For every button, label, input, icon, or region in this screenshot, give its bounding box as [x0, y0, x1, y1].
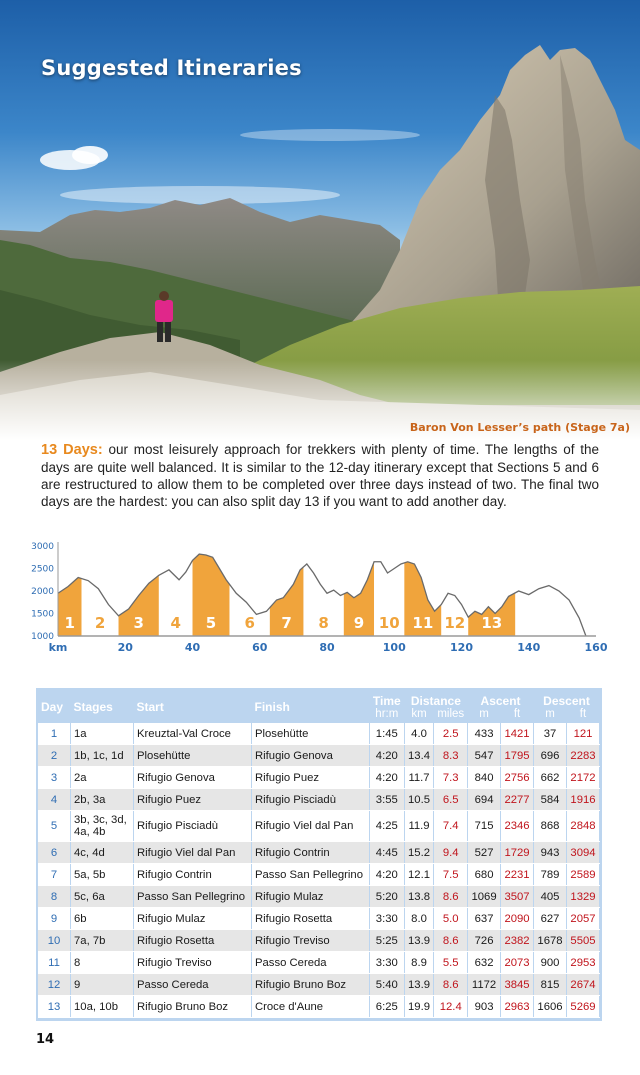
elevation-profile-chart — [0, 530, 640, 658]
descent-ft-cell: 2589 — [566, 864, 599, 886]
start-cell: Rifugio Genova — [134, 767, 252, 789]
descent-m-cell: 1678 — [534, 930, 567, 952]
time-cell: 4:25 — [369, 811, 404, 842]
y-tick-label: 1000 — [31, 632, 54, 642]
x-tick-label: 120 — [450, 641, 473, 654]
stages-cell: 2b, 3a — [71, 789, 134, 811]
col-day-header: Day — [38, 690, 71, 723]
time-cell: 5:25 — [369, 930, 404, 952]
finish-cell: Rifugio Contrin — [251, 842, 369, 864]
km-cell: 13.4 — [404, 745, 434, 767]
time-cell: 4:20 — [369, 745, 404, 767]
stage-label: 7 — [281, 614, 292, 632]
descent-m-cell: 37 — [534, 723, 567, 745]
stage-label: 4 — [170, 614, 181, 632]
stage-label: 6 — [244, 614, 255, 632]
stages-cell: 5a, 5b — [71, 864, 134, 886]
ascent-m-cell: 547 — [468, 745, 501, 767]
km-cell: 19.9 — [404, 996, 434, 1018]
x-tick-label: 140 — [517, 641, 541, 654]
time-cell: 1:45 — [369, 723, 404, 745]
ascent-ft-cell: 2073 — [501, 952, 534, 974]
descent-m-cell: 900 — [534, 952, 567, 974]
start-cell: Rifugio Bruno Boz — [134, 996, 252, 1018]
km-cell: 8.0 — [404, 908, 434, 930]
table-row — [38, 996, 600, 1018]
y-tick-label: 2000 — [31, 587, 54, 597]
miles-cell: 7.3 — [434, 767, 468, 789]
miles-cell: 8.6 — [434, 930, 468, 952]
miles-cell: 5.5 — [434, 952, 468, 974]
col-start-header: Start — [134, 690, 252, 723]
col-ascent-ft-unit: ft — [501, 708, 534, 723]
x-tick-label: 20 — [117, 641, 133, 654]
table-row — [38, 767, 600, 789]
ascent-m-cell: 527 — [468, 842, 501, 864]
start-cell: Rifugio Pisciadù — [134, 811, 252, 842]
ascent-ft-cell: 2346 — [501, 811, 534, 842]
day-cell: 3 — [38, 767, 71, 789]
ascent-ft-cell: 1795 — [501, 745, 534, 767]
x-tick-label: 160 — [584, 641, 608, 654]
descent-m-cell: 868 — [534, 811, 567, 842]
stages-cell: 6b — [71, 908, 134, 930]
finish-cell: Passo San Pellegrino — [251, 864, 369, 886]
table-header-row — [38, 690, 600, 708]
time-cell: 5:20 — [369, 886, 404, 908]
stage-label: 10 — [378, 614, 400, 632]
start-cell: Plosehütte — [134, 745, 252, 767]
itinerary-length-label: 13 Days: — [41, 442, 103, 458]
ascent-ft-cell: 2231 — [501, 864, 534, 886]
itinerary-description-text: our most leisurely approach for trekkers with plenty of time. The lengths of the days are quite well balanced. It is similar to the 12-day itinerary except that Sections 5 and 6 are restructured to allow them to be completed over three days instead of two. The final two days are the hardest: you can also split day 13 if you want to add another day. — [41, 442, 599, 509]
km-cell: 11.9 — [404, 811, 434, 842]
ascent-ft-cell: 1729 — [501, 842, 534, 864]
finish-cell: Rifugio Genova — [251, 745, 369, 767]
finish-cell: Rifugio Viel dal Pan — [251, 811, 369, 842]
stages-cell: 1b, 1c, 1d — [71, 745, 134, 767]
stages-cell: 10a, 10b — [71, 996, 134, 1018]
descent-ft-cell: 1329 — [566, 886, 599, 908]
stages-cell: 7a, 7b — [71, 930, 134, 952]
km-cell: 10.5 — [404, 789, 434, 811]
miles-cell: 2.5 — [434, 723, 468, 745]
table-row — [38, 745, 600, 767]
ascent-ft-cell: 3845 — [501, 974, 534, 996]
itinerary-table-panel — [36, 688, 602, 1021]
hero-photo — [0, 0, 640, 440]
descent-ft-cell: 121 — [566, 723, 599, 745]
time-cell: 4:20 — [369, 864, 404, 886]
ascent-ft-cell: 3507 — [501, 886, 534, 908]
finish-cell: Rifugio Mulaz — [251, 886, 369, 908]
descent-m-cell: 1606 — [534, 996, 567, 1018]
col-ascent-header: Ascent — [468, 690, 534, 708]
table-row — [38, 886, 600, 908]
col-ascent-m-unit: m — [468, 708, 501, 723]
col-time-unit: hr:m — [369, 708, 404, 723]
day-cell: 10 — [38, 930, 71, 952]
day-cell: 13 — [38, 996, 71, 1018]
descent-m-cell: 789 — [534, 864, 567, 886]
descent-m-cell: 584 — [534, 789, 567, 811]
start-cell: Rifugio Treviso — [134, 952, 252, 974]
miles-cell: 8.3 — [434, 745, 468, 767]
start-cell: Rifugio Rosetta — [134, 930, 252, 952]
descent-ft-cell: 1916 — [566, 789, 599, 811]
x-tick-label: 60 — [252, 641, 268, 654]
km-cell: 15.2 — [404, 842, 434, 864]
time-cell: 5:40 — [369, 974, 404, 996]
stage-label: 11 — [412, 614, 434, 632]
ascent-ft-cell: 1421 — [501, 723, 534, 745]
page-title: Suggested Itineraries — [41, 56, 302, 80]
descent-ft-cell: 2172 — [566, 767, 599, 789]
ascent-m-cell: 637 — [468, 908, 501, 930]
ascent-m-cell: 680 — [468, 864, 501, 886]
descent-ft-cell: 2848 — [566, 811, 599, 842]
miles-cell: 8.6 — [434, 974, 468, 996]
descent-m-cell: 405 — [534, 886, 567, 908]
km-cell: 13.8 — [404, 886, 434, 908]
time-cell: 3:30 — [369, 908, 404, 930]
day-cell: 6 — [38, 842, 71, 864]
stage-label: 5 — [205, 614, 217, 632]
day-cell: 5 — [38, 811, 71, 842]
ascent-m-cell: 1069 — [468, 886, 501, 908]
stages-cell: 4c, 4d — [71, 842, 134, 864]
col-time-header: Time — [369, 690, 404, 708]
stage-label: 1 — [64, 614, 75, 632]
miles-cell: 8.6 — [434, 886, 468, 908]
day-cell: 7 — [38, 864, 71, 886]
ascent-ft-cell: 2963 — [501, 996, 534, 1018]
finish-cell: Rifugio Pisciadù — [251, 789, 369, 811]
day-cell: 8 — [38, 886, 71, 908]
start-cell: Passo San Pellegrino — [134, 886, 252, 908]
table-row — [38, 952, 600, 974]
x-tick-label: 100 — [382, 641, 406, 654]
col-stages-header: Stages — [71, 690, 134, 723]
start-cell: Passo Cereda — [134, 974, 252, 996]
photo-caption: Baron Von Lesser’s path (Stage 7a) — [409, 421, 630, 434]
table-row — [38, 789, 600, 811]
ascent-ft-cell: 2090 — [501, 908, 534, 930]
miles-cell: 7.5 — [434, 864, 468, 886]
time-cell: 4:45 — [369, 842, 404, 864]
day-cell: 1 — [38, 723, 71, 745]
col-descent-m-unit: m — [534, 708, 567, 723]
ascent-m-cell: 433 — [468, 723, 501, 745]
stages-cell: 5c, 6a — [71, 886, 134, 908]
table-row — [38, 930, 600, 952]
ascent-m-cell: 903 — [468, 996, 501, 1018]
ascent-m-cell: 715 — [468, 811, 501, 842]
km-cell: 13.9 — [404, 974, 434, 996]
km-cell: 4.0 — [404, 723, 434, 745]
miles-cell: 9.4 — [434, 842, 468, 864]
itinerary-description — [41, 441, 599, 510]
descent-ft-cell: 2057 — [566, 908, 599, 930]
y-tick-label: 1500 — [31, 609, 54, 620]
ascent-ft-cell: 2277 — [501, 789, 534, 811]
stage-label: 13 — [481, 614, 503, 632]
ascent-m-cell: 726 — [468, 930, 501, 952]
time-cell: 3:55 — [369, 789, 404, 811]
table-row — [38, 974, 600, 996]
descent-ft-cell: 2674 — [566, 974, 599, 996]
miles-cell: 6.5 — [434, 789, 468, 811]
stage-label: 3 — [133, 614, 144, 632]
col-finish-header: Finish — [251, 690, 369, 723]
day-cell: 11 — [38, 952, 71, 974]
stage-label: 2 — [94, 614, 106, 632]
stage-label: 8 — [318, 614, 329, 632]
y-tick-label: 2500 — [31, 564, 54, 575]
stages-cell: 8 — [71, 952, 134, 974]
ascent-m-cell: 632 — [468, 952, 501, 974]
stages-cell: 9 — [71, 974, 134, 996]
descent-ft-cell: 2283 — [566, 745, 599, 767]
time-cell: 4:20 — [369, 767, 404, 789]
table-row — [38, 908, 600, 930]
ascent-m-cell: 840 — [468, 767, 501, 789]
day-cell: 4 — [38, 789, 71, 811]
stages-cell: 2a — [71, 767, 134, 789]
time-cell: 3:30 — [369, 952, 404, 974]
descent-m-cell: 696 — [534, 745, 567, 767]
ascent-m-cell: 694 — [468, 789, 501, 811]
ascent-ft-cell: 2382 — [501, 930, 534, 952]
descent-m-cell: 627 — [534, 908, 567, 930]
descent-m-cell: 943 — [534, 842, 567, 864]
day-cell: 9 — [38, 908, 71, 930]
km-cell: 12.1 — [404, 864, 434, 886]
finish-cell: Plosehütte — [251, 723, 369, 745]
finish-cell: Rifugio Rosetta — [251, 908, 369, 930]
finish-cell: Rifugio Puez — [251, 767, 369, 789]
start-cell: Rifugio Puez — [134, 789, 252, 811]
start-cell: Rifugio Mulaz — [134, 908, 252, 930]
start-cell: Rifugio Viel dal Pan — [134, 842, 252, 864]
page-number: 14 — [36, 1032, 55, 1047]
finish-cell: Passo Cereda — [251, 952, 369, 974]
descent-ft-cell: 3094 — [566, 842, 599, 864]
finish-cell: Rifugio Treviso — [251, 930, 369, 952]
table-row — [38, 864, 600, 886]
stages-cell: 1a — [71, 723, 134, 745]
descent-ft-cell: 5505 — [566, 930, 599, 952]
col-km-unit: km — [404, 708, 434, 723]
miles-cell: 7.4 — [434, 811, 468, 842]
ascent-ft-cell: 2756 — [501, 767, 534, 789]
stage-label: 9 — [353, 614, 365, 632]
finish-cell: Croce d'Aune — [251, 996, 369, 1018]
descent-ft-cell: 5269 — [566, 996, 599, 1018]
descent-ft-cell: 2953 — [566, 952, 599, 974]
time-cell: 6:25 — [369, 996, 404, 1018]
stage-label: 12 — [444, 614, 466, 632]
stages-cell: 3b, 3c, 3d, 4a, 4b — [71, 811, 134, 842]
start-cell: Rifugio Contrin — [134, 864, 252, 886]
table-row — [38, 842, 600, 864]
km-cell: 11.7 — [404, 767, 434, 789]
km-cell: 13.9 — [404, 930, 434, 952]
col-descent-ft-unit: ft — [566, 708, 599, 723]
x-tick-label: 80 — [319, 641, 335, 654]
x-tick-label: 40 — [184, 641, 201, 654]
miles-cell: 12.4 — [434, 996, 468, 1018]
ascent-m-cell: 1172 — [468, 974, 501, 996]
day-cell: 2 — [38, 745, 71, 767]
table-row — [38, 723, 600, 745]
day-cell: 12 — [38, 974, 71, 996]
start-cell: Kreuztal-Val Croce — [134, 723, 252, 745]
col-descent-header: Descent — [534, 690, 600, 708]
col-miles-unit: miles — [434, 708, 468, 723]
miles-cell: 5.0 — [434, 908, 468, 930]
descent-m-cell: 815 — [534, 974, 567, 996]
km-cell: 8.9 — [404, 952, 434, 974]
table-row — [38, 811, 600, 842]
finish-cell: Rifugio Bruno Boz — [251, 974, 369, 996]
y-tick-label: 3000 — [31, 542, 54, 552]
descent-m-cell: 662 — [534, 767, 567, 789]
x-axis-label: km — [48, 641, 68, 654]
itinerary-table — [38, 690, 600, 1018]
col-distance-header: Distance — [404, 690, 467, 708]
